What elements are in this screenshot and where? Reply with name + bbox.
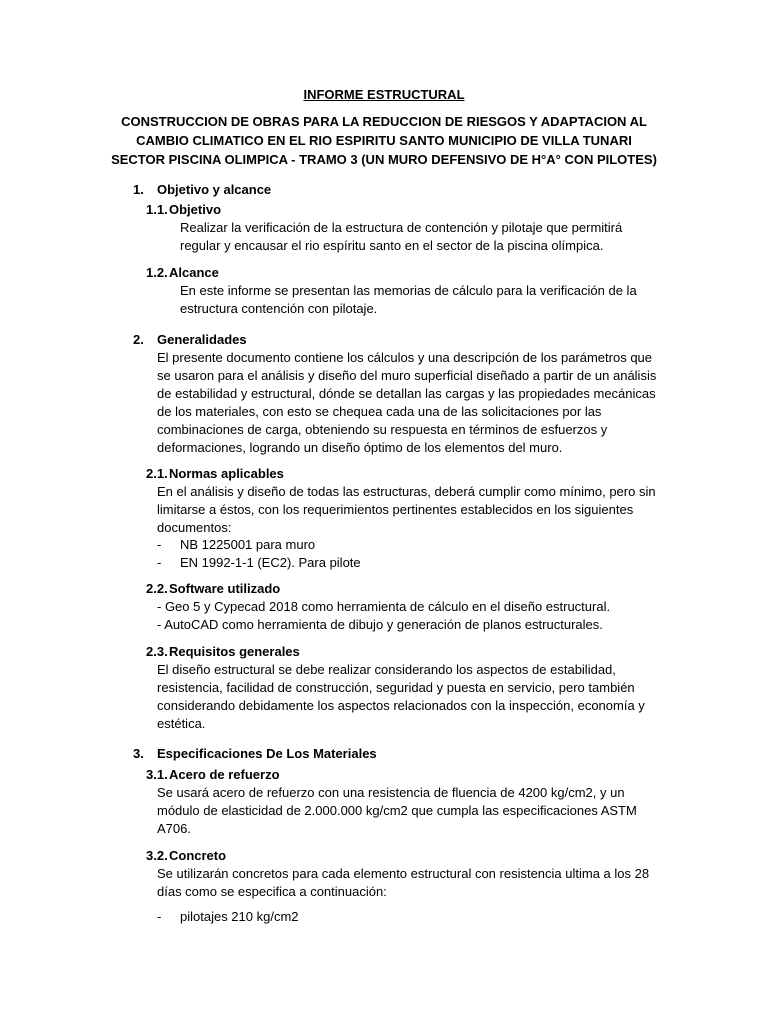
section-2-3-line: considerando debidamente los aspectos relacionados con la inspección, economía y — [157, 698, 645, 713]
bullet-dash: - — [157, 555, 162, 570]
section-1-2-title: Alcance — [169, 265, 219, 280]
section-3-1-line: Se usará acero de refuerzo con una resistencia de fluencia de 4200 kg/cm2, y un — [157, 785, 625, 800]
section-3-1-line: módulo de elasticidad de 2.000.000 kg/cm2 que cumpla las especificaciones ASTM — [157, 803, 637, 818]
section-1-2-line: estructura contención con pilotaje. — [180, 301, 378, 316]
section-2-number: 2. — [133, 332, 144, 347]
section-2-line: El presente documento contiene los cálculos y una descripción de los parámetros que — [157, 350, 653, 365]
section-2-line: se usaron para el análisis y diseño del muro superficial diseñado a partir de un análisis — [157, 368, 657, 383]
section-1-1-title: Objetivo — [169, 202, 222, 217]
section-3-2-line: Se utilizarán concretos para cada elemento estructural con resistencia ultima a los 28 — [157, 866, 650, 881]
section-1-title: Objetivo y alcance — [157, 182, 272, 197]
section-2-1-line: limitarse a éstos, con los requerimientos pertinentes establecidos en los siguientes — [157, 502, 634, 517]
bullet-item: pilotajes 210 kg/cm2 — [180, 909, 299, 924]
section-2-3-title: Requisitos generales — [169, 644, 300, 659]
section-2-line: combinaciones de carga, obteniendo su respuesta en términos de esfuerzos y — [157, 422, 608, 437]
section-2-line: de los materiales, con esto se chequea cada una de las solicitaciones por las — [157, 404, 602, 419]
section-2-3-line: resistencia, facilidad de construcción, seguridad y puesta en servicio, pero también — [157, 680, 635, 695]
section-3-2-line: días como se especifica a continuación: — [157, 884, 387, 899]
section-2-3-line: El diseño estructural se debe realizar considerando los aspectos de estabilidad, — [157, 662, 616, 677]
section-3-1-title: Acero de refuerzo — [169, 767, 280, 782]
section-1-number: 1. — [133, 182, 144, 197]
section-3-2-number: 3.2. — [146, 848, 168, 863]
section-2-1-line: En el análisis y diseño de todas las estructuras, deberá cumplir como mínimo, pero sin — [157, 484, 656, 499]
section-2-3-number: 2.3. — [146, 644, 168, 659]
section-1-1-number: 1.1. — [146, 202, 168, 217]
section-2-title: Generalidades — [157, 332, 247, 347]
section-2-2-line: - AutoCAD como herramienta de dibujo y generación de planos estructurales. — [157, 617, 603, 632]
bullet-item: EN 1992-1-1 (EC2). Para pilote — [180, 555, 361, 570]
section-3-2-title: Concreto — [169, 848, 227, 863]
section-2-2-line: - Geo 5 y Cypecad 2018 como herramienta de cálculo en el diseño estructural. — [157, 599, 611, 614]
section-3-1-number: 3.1. — [146, 767, 168, 782]
section-3-number: 3. — [133, 746, 144, 761]
section-2-1-title: Normas aplicables — [169, 466, 284, 481]
section-1-1-line: Realizar la verificación de la estructura de contención y pilotaje que permitirá — [180, 220, 623, 235]
section-3-1-line: A706. — [157, 821, 191, 836]
document-subtitle: CONSTRUCCION DE OBRAS PARA LA REDUCCION DE RIESGOS Y ADAPTACION AL CAMBIO CLIMATICO EN EL RIO ESPIRITU SANTO MUNICIPIO DE VILLA TUNARI SECTOR PISCINA OLIMPICA - TRAMO 3 (UN MURO DEFENSIVO DE H°A° CON PILOTES) — [111, 114, 657, 167]
section-2-2-title: Software utilizado — [169, 581, 281, 596]
section-2-line: de estabilidad y estructural, dónde se detallan las cargas y las propiedades mecánicas — [157, 386, 656, 401]
section-2-line: deformaciones, logrando un diseño óptimo de los elementos del muro. — [157, 440, 563, 455]
section-1-2-number: 1.2. — [146, 265, 168, 280]
document-title: INFORME ESTRUCTURAL — [303, 87, 465, 102]
section-1-2-line: En este informe se presentan las memorias de cálculo para la verificación de la — [180, 283, 637, 298]
section-1-1-line: regular y encausar el rio espíritu santo en el sector de la piscina olímpica. — [180, 238, 604, 253]
bullet-item: NB 1225001 para muro — [180, 537, 316, 552]
section-2-3-line: estética. — [157, 716, 206, 731]
section-2-1-number: 2.1. — [146, 466, 168, 481]
section-3-title: Especificaciones De Los Materiales — [157, 746, 377, 761]
bullet-dash: - — [157, 537, 162, 552]
section-2-1-line: documentos: — [157, 520, 232, 535]
section-2-2-number: 2.2. — [146, 581, 168, 596]
bullet-dash: - — [157, 909, 162, 924]
